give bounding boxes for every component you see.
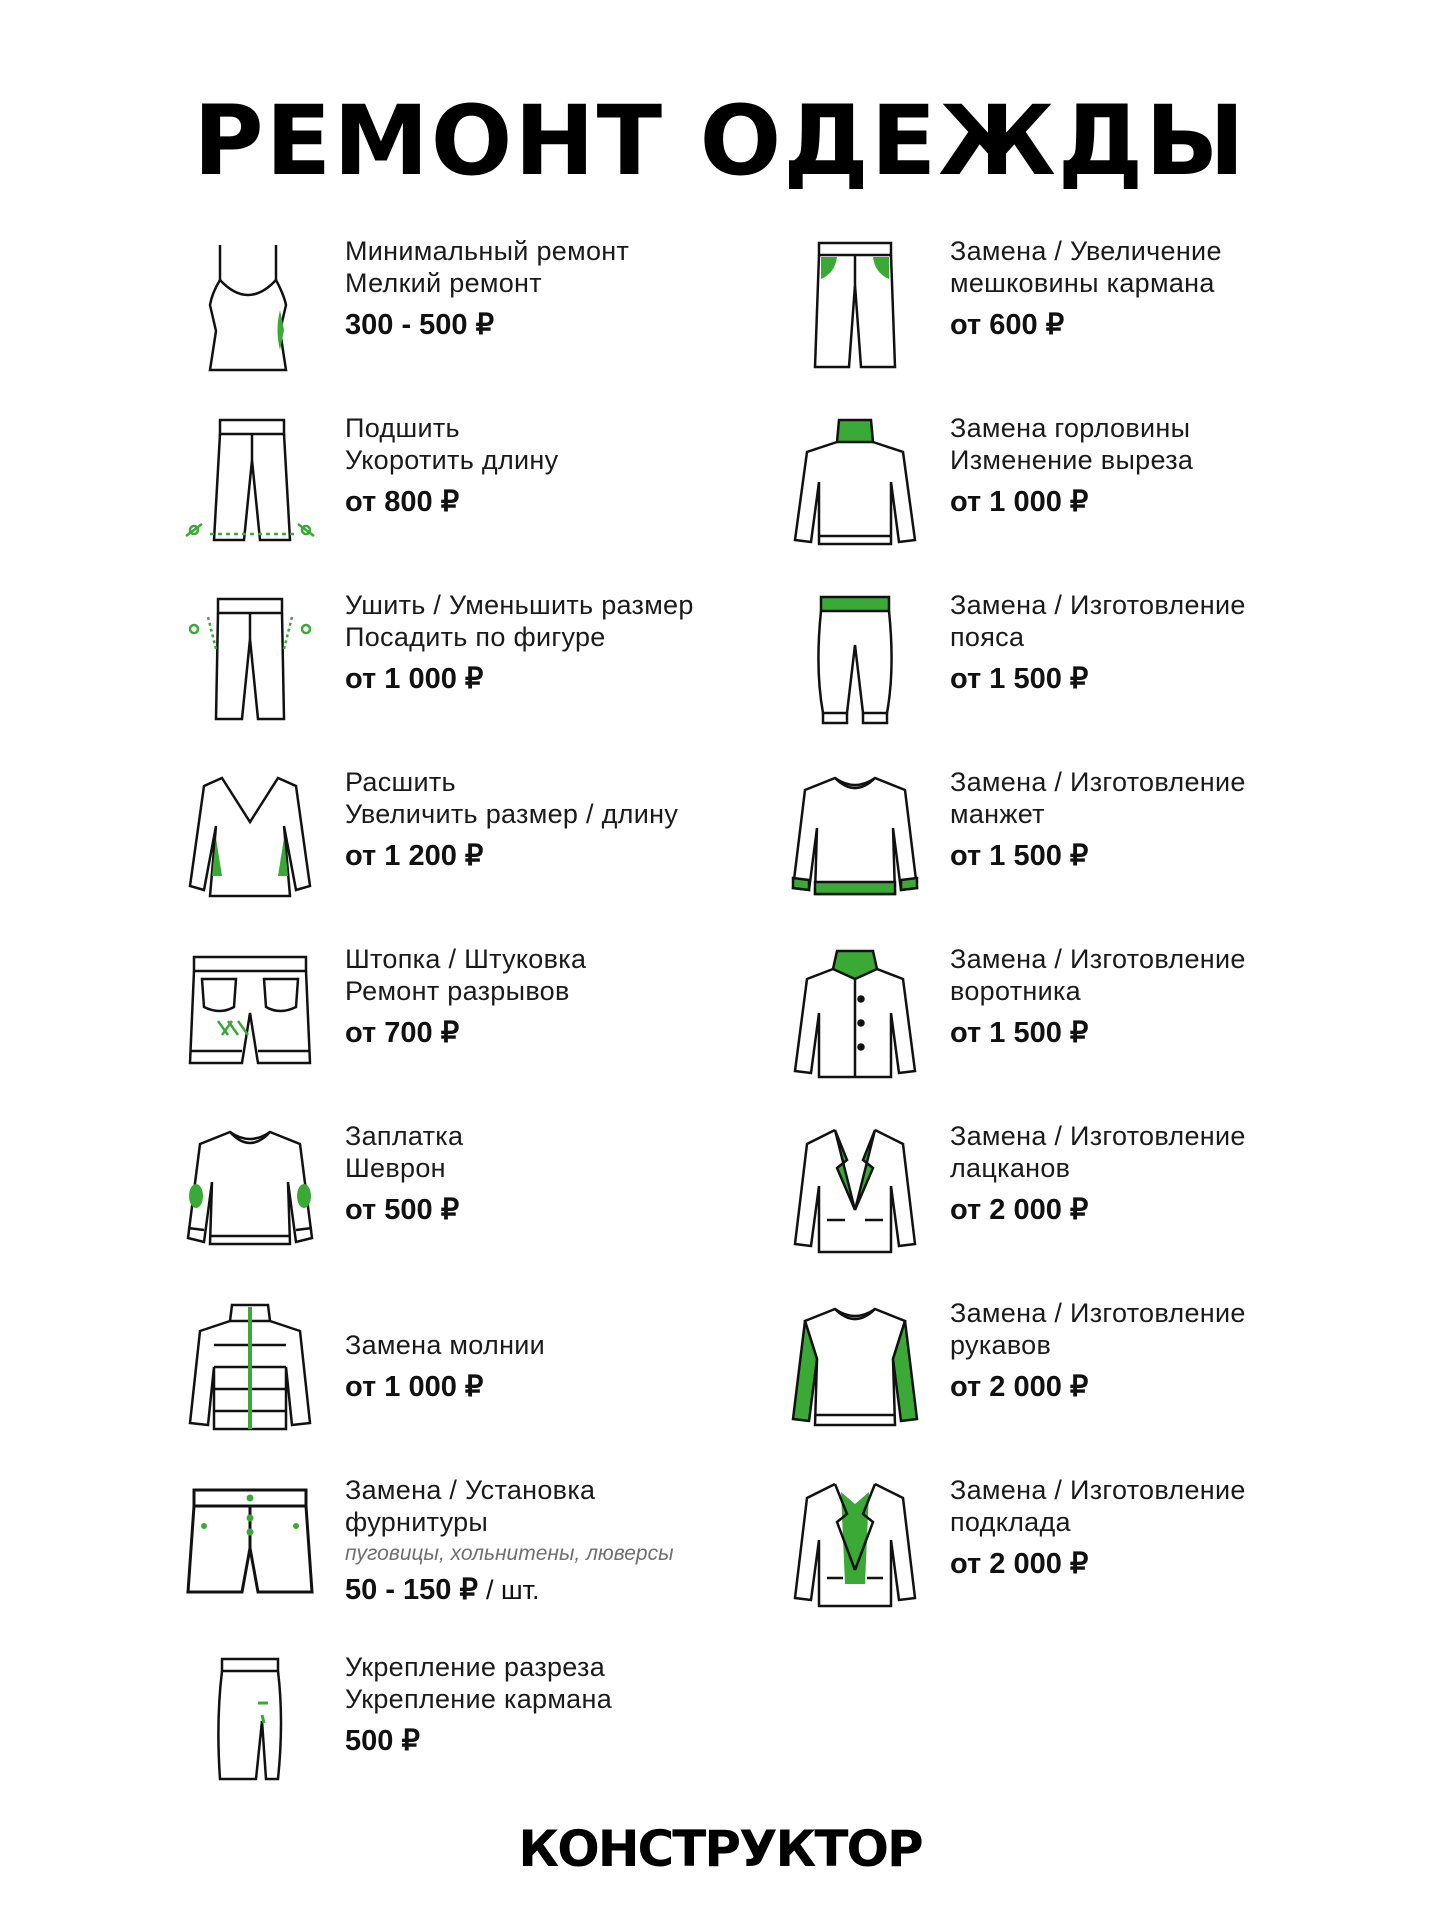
service-subtitle: рукавов [950,1330,1052,1360]
service-price: от 500 ₽ [345,1194,460,1226]
trousers-take-in-icon [180,589,320,739]
puffer-jacket-icon [180,1297,320,1447]
joggers-waistband-icon [785,589,925,739]
service-title: Расшить [345,767,456,797]
service-subtitle: Мелкий ремонт [345,268,542,298]
price-unit: / шт. [485,1575,540,1605]
service-subtitle: лацканов [950,1153,1071,1183]
service-price: от 1 500 ₽ [950,840,1089,872]
service-subtitle: фурнитуры [345,1507,489,1537]
turtleneck-icon [785,412,925,562]
service-price: от 1 000 ₽ [950,486,1089,518]
service-price: от 800 ₽ [345,486,460,518]
service-title: Замена / Изготовление [950,1121,1246,1151]
service-item [785,589,1365,739]
jeans-pocket-icon [785,235,925,385]
service-subtitle: Увеличить размер / длину [345,799,679,829]
shorts-darning-icon [180,943,320,1093]
shorts-buttons-icon [180,1474,320,1624]
service-price: от 1 500 ₽ [950,1017,1089,1049]
service-subtitle: Укрепление кармана [345,1684,613,1714]
service-item [180,943,760,1093]
service-price: от 1 000 ₽ [345,1371,484,1403]
service-subtitle: Укоротить длину [345,445,559,475]
service-title: Замена / Изготовление [950,767,1246,797]
service-price [345,1572,785,1607]
service-price: от 1 500 ₽ [950,663,1089,695]
vneck-sweater-icon [180,766,320,916]
service-subtitle: Изменение выреза [950,445,1194,475]
service-subtitle: Ремонт разрывов [345,976,570,1006]
service-title: Замена молнии [345,1330,546,1360]
service-item [180,766,760,916]
service-title: Заплатка [345,1121,464,1151]
service-title: Подшить [345,413,460,443]
service-item [785,1120,1365,1270]
service-item [180,1651,760,1801]
service-item [180,412,760,562]
sweatshirt-cuffs-icon [785,766,925,916]
price-value: 50 - 150 ₽ [345,1574,478,1606]
service-subtitle: Шеврон [345,1153,446,1183]
service-title: Замена / Изготовление [950,590,1246,620]
brand-logo [0,1820,1440,1878]
sweatshirt-sleeves-icon [785,1297,925,1447]
service-title: Штопка / Штуковка [345,944,587,974]
service-subtitle: манжет [950,799,1045,829]
blazer-lapels-icon [785,1120,925,1270]
blazer-lining-icon [785,1474,925,1624]
service-item [180,1474,760,1624]
service-item [180,589,760,739]
service-title: Замена / Изготовление [950,1475,1246,1505]
service-title: Замена горловины [950,413,1191,443]
service-price: от 2 000 ₽ [950,1371,1089,1403]
brand-logo-text: КОНСТРУКТОР [518,1820,922,1878]
service-item [785,1474,1365,1624]
service-title: Укрепление разреза [345,1652,606,1682]
service-title: Минимальный ремонт [345,236,630,266]
service-subtitle: подклада [950,1507,1071,1537]
service-subtitle: пояса [950,622,1025,652]
camisole-icon [180,235,320,385]
service-item [180,1120,760,1270]
trousers-hem-icon [180,412,320,562]
service-subtitle: мешковины кармана [950,268,1215,298]
service-price: от 1 200 ₽ [345,840,484,872]
page-title: РЕМОНТ ОДЕЖДЫ [193,85,1247,197]
service-note: пуговицы, хольнитены, люверсы [345,1542,674,1565]
sweater-patch-icon [180,1120,320,1270]
service-price: от 1 000 ₽ [345,663,484,695]
service-subtitle: Посадить по фигуре [345,622,606,652]
service-title: Замена / Изготовление [950,944,1246,974]
service-price: 300 - 500 ₽ [345,309,495,341]
service-item [785,766,1365,916]
service-price: от 700 ₽ [345,1017,460,1049]
service-title: Замена / Изготовление [950,1298,1246,1328]
service-title: Ушить / Уменьшить размер [345,590,694,620]
service-subtitle: воротника [950,976,1081,1006]
skirt-slit-icon [180,1651,320,1801]
service-price: от 600 ₽ [950,309,1065,341]
service-price: 500 ₽ [345,1725,420,1757]
service-item [180,235,760,385]
service-item [785,412,1365,562]
service-item [785,1297,1365,1447]
service-price: от 2 000 ₽ [950,1194,1089,1226]
service-title: Замена / Увеличение [950,236,1222,266]
service-title: Замена / Установка [345,1475,596,1505]
service-item [785,235,1365,385]
service-item [180,1297,760,1447]
shirt-collar-icon [785,943,925,1093]
service-price: от 2 000 ₽ [950,1548,1089,1580]
service-item [785,943,1365,1093]
